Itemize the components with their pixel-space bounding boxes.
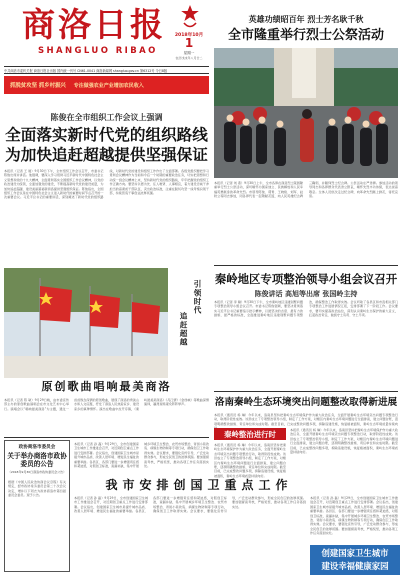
cwei-body-top: 本报讯（记者 孙 磊）9月29日，全市创建国家卫生城市工作推进会召开，对近期创卫重点工作进行安排部署。会议指出，创建国家卫生城市是提升城市品质、改善人居环境、增进民生福祉的重要举措。各县区、各部门要进一步增强责任感和紧迫感，对照创卫标准，查漏补缺，集中开展城乡环境卫生整治、农贸市场整治、背街小巷改造、病媒生物防制等专项行动，确保创卫工作取得实效。会议要求，要强化宣传引导，广泛发动群众参与，形成全民创卫的浓厚氛围。要加强督查考核，严格奖惩，推动各项工作任务落到实处。 <box>74 442 209 469</box>
lunar-date: 农历戊戌年八月廿二 <box>175 56 203 60</box>
newspaper-title: 商洛日报 <box>22 5 166 44</box>
lead-body: 本报讯（记者 王 晨）9月30日下午，全市组织工作会议召开，市委书记陈俊出席并讲话。他强调，要深入学习贯彻习近平新时代中国特色社会主义思想和党的十九大精神，全面贯彻落实全国组织工作会议精神，以党的政治建设为统领，全面加强党的建设，不断提高新时代党的建设质量，为加快追赶超越、建设美丽富裕新商洛提供坚强组织保证。陈俊指出，全国组织工作会议是在中国特色社会主义进入新时代的重要时间节点召开的一次重要会议。习近平总书记的重要讲话，深刻阐述了新时代党的组织路线，对新时代党的建设和组织工作作出了全面部署。各级党组织要把学习贯彻会议精神作为当前和今后一个时期的重要政治任务，切实把思想和行动统一到会议精神上来，坚持新时代党的组织路线，牢牢把握党的组织工作正确方向。要坚持以德为先、任人唯贤、人事相宜，着力建设忠诚干净担当的高素质干部队伍，突出政治标准，注重在脱贫攻坚一线考察识别干部，持续营造干事创业浓厚氛围。 <box>4 169 209 200</box>
newspaper-logo-icon <box>180 4 200 30</box>
right-top-headline: 全市隆重举行烈士公祭活动 <box>227 28 384 43</box>
cwei-body-right: 本报讯（记者 孙 磊）9月29日，全市创建国家卫生城市工作推进会召开，对近期创卫重点工作进行安排部署。会议指出，创建国家卫生城市是提升城市品质、改善人居环境、增进民生福祉的重要举措。各县区、各部门要进一步增强责任感和紧迫感，对照创卫标准，查漏补缺，集中开展城乡环境卫生整治、农贸市场整治、背街小巷改造、病媒生物防制等专项行动，确保创卫工作取得实效。会议要求，要强化宣传引导，广泛发动群众参与，形成全民创卫的浓厚氛围。要加强督查考核，严格奖惩，推动各项工作任务落到实处。 <box>310 496 398 536</box>
caption-vertical-1: 引领时代 <box>193 280 202 315</box>
date-day: 1 <box>184 36 194 50</box>
banner-right-text: 专注做强农业产业增加农民收入 <box>73 82 144 89</box>
masthead-info-bar: 中共商洛市委机关报 商洛日报社出版 国内统一刊号 CN61-0041 商洛新闻网 shangluo.gov.cn 第6312号 今日8版 <box>4 69 168 73</box>
right-divider-1 <box>214 265 398 266</box>
masthead-rule <box>4 66 209 67</box>
masthead-rule-2 <box>4 73 209 74</box>
slogan-line-1: 创建国家卫生城市 <box>321 548 389 558</box>
notice-body: 根据《中国人民政治协商会议章程》有关规定，经市政协常务委员会第二十次会议决定，增补以下同志为政协商洛市第四届委员会委员。现予公告。 <box>8 480 66 498</box>
top-banner <box>4 76 209 94</box>
right-top-body: 本报讯（记者 刘 燕）9月30日上午，全市各界在商洛烈士陵园隆重举行烈士公祭活动，深切缅怀为国家独立、民族解放和人民幸福英勇献身的革命先烈。市领导陈俊、郭青、王晓艳、刘军、赵秋立等同志参加，同各界代表一起敬献花篮，向人民英雄纪念碑三鞠躬，并瞻仰烈士纪念碑。公祭活动庄严肃穆。参加活动的领导同志和各界群众代表肃立默哀，缅怀先烈丰功伟绩，表达崇高敬意。全体人员依次走过纪念碑，向革命先烈献上鲜花，寄托哀思。 <box>214 181 398 199</box>
newspaper-pinyin: SHANGLUO RIBAO <box>38 46 158 56</box>
song-body: 本报讯（记者 陈 敏）9月29日晚，由市委宣传部主办的原创歌曲演唱会在市文化艺术中心举行。演唱会以“唱响最美商洛”为主题，通过一首首饱含深情的原创歌曲，展现了商洛的秀美山水和人文底蕴，抒发了商洛人民热爱家乡、建设家乡的真挚情怀。演出在歌曲中拉开序幕，《秦岭最美是商洛》《丹江情》《金丝峡》等歌曲深情演绎，赢得现场观众阵阵掌声。 <box>4 398 209 411</box>
weekday: 星期一 <box>183 51 195 55</box>
photo-vertical-caption <box>170 278 210 374</box>
flag-photo <box>4 268 168 378</box>
ceremony-photo <box>214 48 398 178</box>
flag-photo-illustration <box>4 268 168 378</box>
qinling-headline: 秦岭地区专项整治领导小组会议召开 <box>214 272 398 286</box>
qinling-sub: 陈俊讲话 高旭等出席 张国岭主持 <box>254 289 358 298</box>
slogan-block <box>310 545 400 575</box>
date-block <box>170 4 208 64</box>
lead-kicker: 陈俊在全市组织工作会议上强调 <box>50 112 163 122</box>
date-year-month: 2018年10月 <box>174 33 204 38</box>
banner-left-text: 抓脱贫攻坚 抓乡村振兴 <box>10 83 66 89</box>
lead-headline-2: 为加快追赶超越提供坚强保证 <box>5 145 208 164</box>
right-top-kicker: 英雄功绩昭百年 烈士芳名耿千秋 <box>248 14 364 24</box>
song-headline: 原创歌曲唱响最美商洛 <box>41 380 172 393</box>
slogan-line-2: 建设幸福健康家园 <box>321 561 389 571</box>
cwei-headline: 我市安排创国卫重点工作 <box>105 478 293 492</box>
right-divider-2 <box>214 391 398 392</box>
luonan-body: 本报讯（通讯员 杨 琳）今年以来，洛南县坚持把秦岭生态环境保护作为重大政治任务，全面开展秦岭生态环境突出问题专项整治行动，取得阶段性成效。该县成立了专项整治领导小组，制定了工作方案，对辖区内秦岭生态环境问题进行全面排查，建立问题台账，逐项明确整改措施、责任单位和完成时限。截至目前，已完成整改问题多项，拆除违建设施，恢复植被面积，秦岭生态环境质量持续向 <box>214 413 398 426</box>
lead-headline-1: 全面落实新时代党的组织路线 <box>5 125 208 144</box>
left-divider <box>4 437 209 438</box>
ceremony-photo-illustration <box>214 48 398 178</box>
qinling-body: 本报讯（记者 李 翰）9月30日下午，全市秦岭地区违建别墅问题专项整治领导小组会议召开。市委书记陈俊强调，要坚决贯彻落实习近平总书记重要指示批示精神，以最坚决的态度、最有力的措施、最严格的标准，全面推进秦岭地区违建别墅问题专项整治，确保整治工作取得实效。会议听取了各县区和市直相关部门专项整治工作进展情况汇报，安排部署了下一阶段工作。会议要求，要切实提高政治站位，深刻认识秦岭生态保护的重大意义，扛起政治责任，做到守土有责、守土尽责。 <box>214 300 398 318</box>
notice-box <box>4 440 70 572</box>
luonan-body-lower: 本报讯（通讯员 杨 琳）今年以来，洛南县坚持把秦岭生态环境保护作为重大政治任务，全面开展秦岭生态环境突出问题专项整治行动，取得阶段性成效。该县成立了专项整治领导小组，制定了工作方案，对辖区内秦岭生态环境问题进行全面排查，建立问题台账，逐项明确整改措施、责任单位和完成时限。截至目前，已完成整改问题多项，拆除违建设施，恢复植被面积，秦岭生态环境质量持续向好。 <box>214 443 286 478</box>
qinling-tag-badge <box>214 428 286 440</box>
caption-vertical-2: 追赶超越 <box>179 312 188 347</box>
qinling-tag-text: 秦岭整治进行时 <box>224 429 276 439</box>
notice-title: 关于举办商洛市政协委员的公告 <box>7 452 67 468</box>
luonan-body-filler: 本报讯（通讯员 杨 琳）今年以来，洛南县坚持把秦岭生态环境保护作为重大政治任务，全面开展秦岭生态环境突出问题专项整治行动，取得阶段性成效。该县成立了专项整治领导小组，制定了工作方案，对辖区内秦岭生态环境问题进行全面排查，建立问题台账，逐项明确整改措施、责任单位和完成时限。截至目前，已完成整改问题多项，拆除违建设施，恢复植被面积，秦岭生态环境质量持续向好。 <box>290 428 398 455</box>
luonan-headline: 洛南秦岭生态环境突出问题整改取得新进展 <box>214 397 398 408</box>
notice-sub: （2018年9月30日商洛市政协委员会公告） <box>7 470 67 474</box>
cwei-body: 本报讯（记者 孙 磊）9月29日，全市创建国家卫生城市工作推进会召开，对近期创卫重点工作进行安排部署。会议指出，创建国家卫生城市是提升城市品质、改善人居环境、增进民生福祉的重要举措。各县区、各部门要进一步增强责任感和紧迫感，对照创卫标准，查漏补缺，集中开展城乡环境卫生整治、农贸市场整治、背街小巷改造、病媒生物防制等专项行动，确保创卫工作取得实效。会议要求，要强化宣传引导，广泛发动群众参与，形成全民创卫的浓厚氛围。要加强督查考核，严格奖惩，推动各项工作任务落到实处。 <box>74 496 306 514</box>
notice-org: 政协商洛市委员会 <box>18 445 56 450</box>
